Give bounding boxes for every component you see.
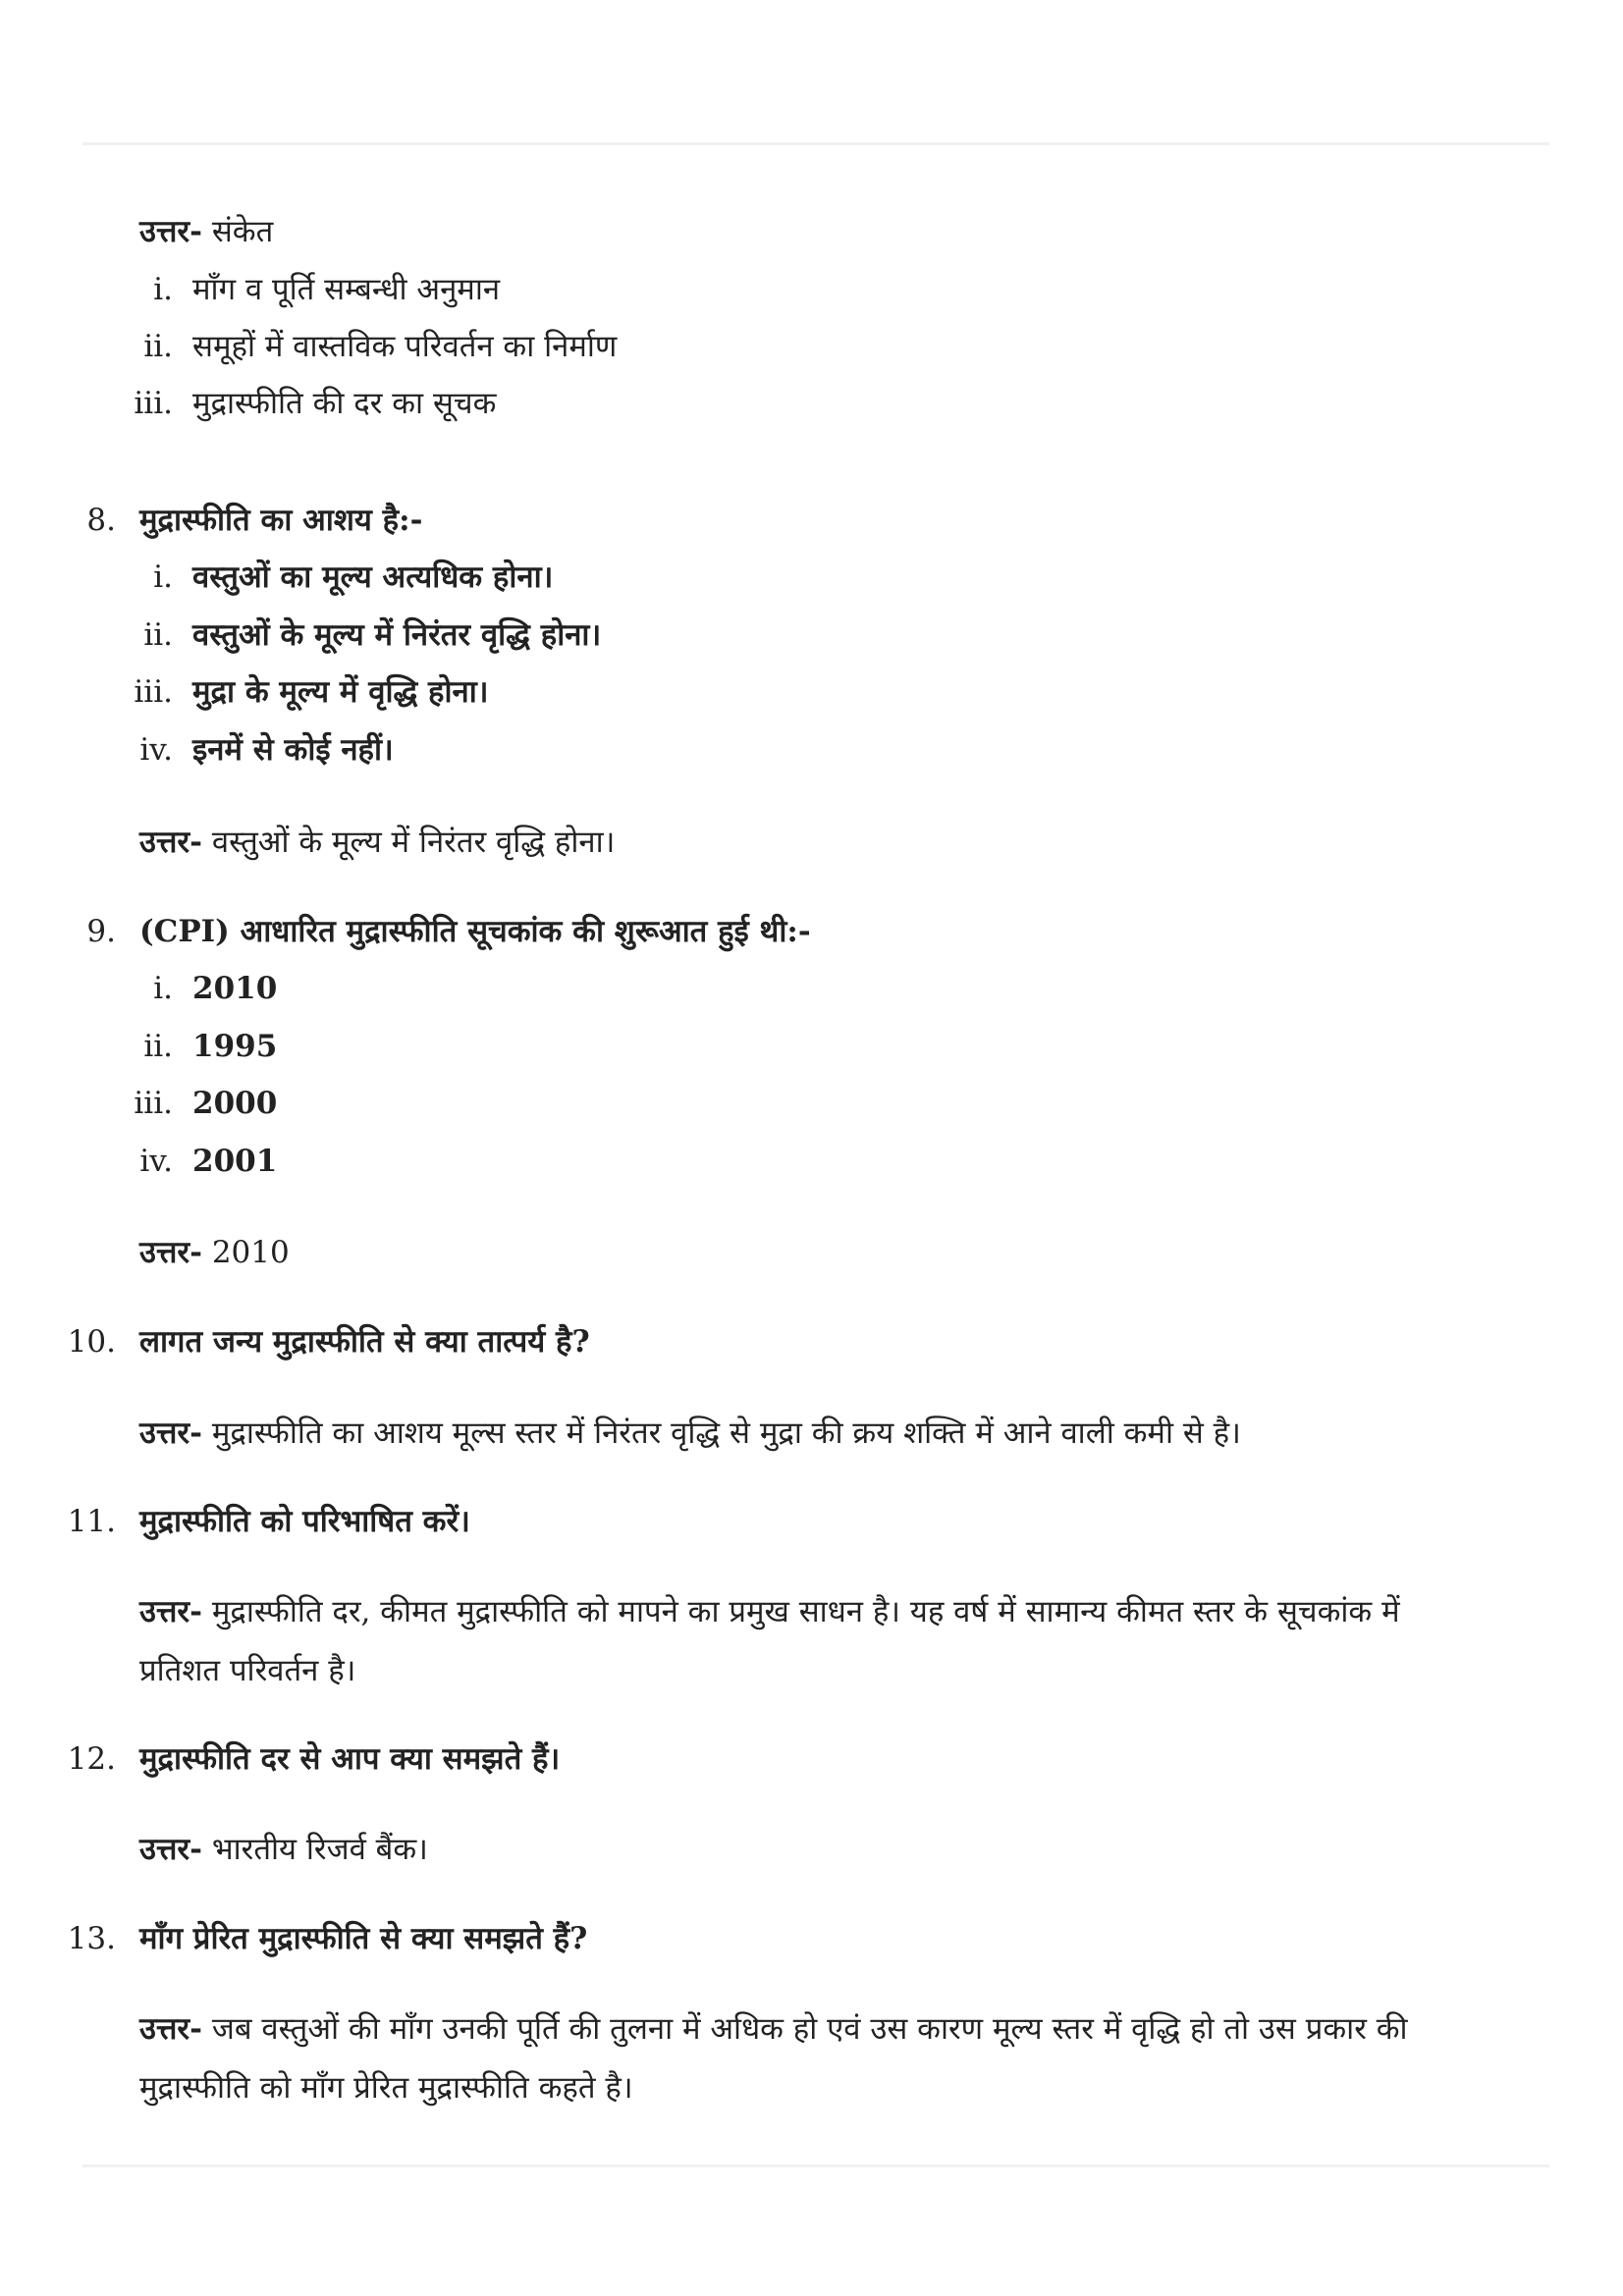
option-text: वस्तुओं के मूल्य में निरंतर वृद्धि होना। bbox=[192, 617, 602, 653]
option-number: iv. bbox=[139, 1144, 173, 1179]
option-text: 2000 bbox=[192, 1086, 278, 1121]
question-number: 12. bbox=[67, 1741, 116, 1777]
option-text: इनमें से कोई नहीं। bbox=[192, 732, 394, 768]
list-item-text: समूहों में वास्तविक परिवर्तन का निर्माण bbox=[192, 329, 618, 364]
question-text: लागत जन्य मुद्रास्फीति से क्या तात्पर्य है? bbox=[139, 1324, 590, 1360]
option-text: 2010 bbox=[192, 971, 278, 1006]
question-text: मुद्रास्फीति को परिभाषित करें। bbox=[139, 1504, 470, 1539]
question-number: 10. bbox=[67, 1324, 116, 1360]
list-item-number: i. bbox=[153, 272, 173, 307]
answer-label: उत्तर- bbox=[139, 214, 202, 249]
option-number: i. bbox=[153, 971, 173, 1006]
list-item-number: iii. bbox=[134, 386, 173, 421]
answer-continuation bbox=[139, 2068, 633, 2108]
answer-block bbox=[139, 1414, 1241, 1453]
answer-block bbox=[139, 1830, 428, 1869]
footer-rule bbox=[82, 2164, 1549, 2167]
answer-label: उत्तर- bbox=[139, 1415, 202, 1451]
option-number: iv. bbox=[139, 732, 173, 768]
answer-block bbox=[139, 823, 615, 862]
answer-text-line-2: प्रतिशत परिवर्तन है। bbox=[139, 1653, 356, 1688]
answer-text-line-1: जब वस्तुओं की माँग उनकी पूर्ति की तुलना में अधिक हो एवं उस कारण मूल्य स्तर में वृद्धि हो तो उस प्रकार की bbox=[211, 2011, 1408, 2047]
answer-label: उत्तर- bbox=[139, 1235, 202, 1270]
question-number: 11. bbox=[67, 1504, 116, 1539]
answer-text: संकेत bbox=[211, 214, 274, 249]
question-text: मुद्रास्फीति का आशय है:- bbox=[139, 503, 423, 538]
answer-label: उत्तर- bbox=[139, 1594, 202, 1629]
answer-text: मुद्रास्फीति का आशय मूल्स स्तर में निरंतर वृद्धि से मुद्रा की क्रय शक्ति में आने वाली कमी से है। bbox=[211, 1415, 1241, 1451]
option-number: iii. bbox=[134, 1086, 173, 1121]
answer-text: भारतीय रिजर्व बैंक। bbox=[211, 1832, 428, 1867]
question-text: माँग प्रेरित मुद्रास्फीति से क्या समझते हैं? bbox=[139, 1921, 588, 1956]
list-item-text: मुद्रास्फीति की दर का सूचक bbox=[192, 386, 497, 421]
answer-label: उत्तर- bbox=[139, 1832, 202, 1867]
answer-label: उत्तर- bbox=[139, 2011, 202, 2047]
list-item-text: माँग व पूर्ति सम्बन्धी अनुमान bbox=[192, 272, 501, 307]
question-text: मुद्रास्फीति दर से आप क्या समझते हैं। bbox=[139, 1741, 561, 1777]
question-number: 8. bbox=[86, 503, 116, 538]
option-number: ii. bbox=[143, 617, 173, 653]
option-text: मुद्रा के मूल्य में वृद्धि होना। bbox=[192, 674, 489, 710]
question-number: 13. bbox=[67, 1921, 116, 1956]
question-number: 9. bbox=[86, 914, 116, 949]
answer-block bbox=[139, 1592, 1400, 1631]
answer-block bbox=[139, 2009, 1408, 2049]
answer-block bbox=[139, 212, 273, 251]
option-number: iii. bbox=[134, 674, 173, 710]
option-text: 2001 bbox=[192, 1144, 278, 1179]
answer-continuation bbox=[139, 1651, 355, 1690]
answer-text: वस्तुओं के मूल्य में निरंतर वृद्धि होना। bbox=[211, 825, 616, 860]
option-text: वस्तुओं का मूल्य अत्यधिक होना। bbox=[192, 560, 554, 595]
option-text: 1995 bbox=[192, 1029, 278, 1064]
answer-label: उत्तर- bbox=[139, 825, 202, 860]
answer-block bbox=[139, 1233, 290, 1272]
answer-text: 2010 bbox=[211, 1235, 290, 1270]
answer-text-line-1: मुद्रास्फीति दर, कीमत मुद्रास्फीति को मापने का प्रमुख साधन है। यह वर्ष में सामान्य कीमत स्तर के सूचकांक में bbox=[211, 1594, 1400, 1629]
question-text: (CPI) आधारित मुद्रास्फीति सूचकांक की शुरूआत हुई थी:- bbox=[139, 914, 811, 949]
option-number: i. bbox=[153, 560, 173, 595]
list-item-number: ii. bbox=[143, 329, 173, 364]
answer-text-line-2: मुद्रास्फीति को माँग प्रेरित मुद्रास्फीति कहते है। bbox=[139, 2070, 633, 2106]
option-number: ii. bbox=[143, 1029, 173, 1064]
